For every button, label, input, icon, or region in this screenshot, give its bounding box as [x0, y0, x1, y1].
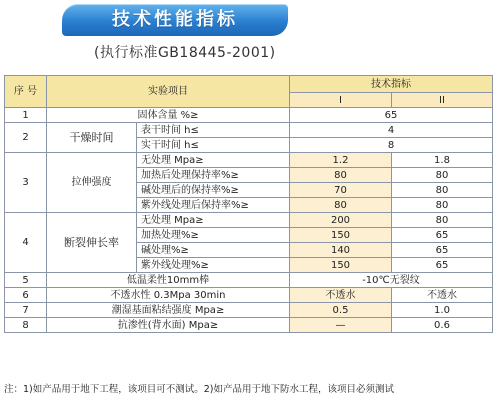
row-value-2: 80 [392, 198, 493, 213]
title-banner [62, 4, 288, 36]
row-value-2: 65 [392, 258, 493, 273]
row-no: 7 [5, 303, 47, 318]
header-grade-2: II [392, 93, 493, 108]
row-merged-value: 8 [290, 138, 493, 153]
table-row [5, 318, 493, 333]
row-item: 紫外线处理%≥ [137, 258, 290, 273]
row-value-1: 80 [290, 168, 392, 183]
row-item: 紫外线处理后保持率%≥ [137, 198, 290, 213]
row-no: 6 [5, 288, 47, 303]
row-no: 4 [5, 213, 47, 273]
row-value-1: 150 [290, 258, 392, 273]
row-value-1: 0.5 [290, 303, 392, 318]
footnote: 注：1)如产品用于地下工程，该项目可不测试。2)如产品用于地下防水工程，该项目必须测试 [4, 384, 395, 395]
table-header-row [5, 76, 493, 93]
standard-label: (执行标准GB18445-2001) [94, 45, 276, 61]
row-value-1: 1.2 [290, 153, 392, 168]
row-value-2: 1.8 [392, 153, 493, 168]
row-value-1: — [290, 318, 392, 333]
row-item: 不透水性 0.3Mpa 30min [47, 288, 290, 303]
header-spec: 技术指标 [290, 76, 493, 93]
row-value-1: 70 [290, 183, 392, 198]
row-item: 实干时间 h≤ [137, 138, 290, 153]
row-value-2: 1.0 [392, 303, 493, 318]
header-no: 序 号 [5, 76, 47, 108]
row-no: 1 [5, 108, 47, 123]
row-merged-value: 65 [290, 108, 493, 123]
row-no: 8 [5, 318, 47, 333]
row-item: 碱处理%≥ [137, 243, 290, 258]
row-value-1: 150 [290, 228, 392, 243]
table-row [5, 273, 493, 288]
table-row [5, 108, 493, 123]
row-value-2: 不透水 [392, 288, 493, 303]
row-item: 低温柔性10mm棒 [47, 273, 290, 288]
row-item: 无处理 Mpa≥ [137, 213, 290, 228]
page-title: 技术性能指标 [112, 9, 238, 30]
row-item: 表干时间 h≤ [137, 123, 290, 138]
spec-table [4, 75, 493, 333]
row-merged-value: -10℃无裂纹 [290, 273, 493, 288]
row-item: 加热后处理保持率%≥ [137, 168, 290, 183]
row-value-2: 80 [392, 168, 493, 183]
row-item: 加热处理%≥ [137, 228, 290, 243]
row-value-2: 80 [392, 183, 493, 198]
header-grade-1: I [290, 93, 392, 108]
table-row [5, 153, 493, 168]
row-item: 抗渗性(背水面) Mpa≥ [47, 318, 290, 333]
row-value-2: 80 [392, 213, 493, 228]
row-no: 2 [5, 123, 47, 153]
table-row [5, 288, 493, 303]
row-group: 断裂伸长率 [47, 213, 137, 273]
row-item: 潮湿基面粘结强度 Mpa≥ [47, 303, 290, 318]
row-value-1: 200 [290, 213, 392, 228]
row-no: 5 [5, 273, 47, 288]
row-value-2: 0.6 [392, 318, 493, 333]
row-merged-value: 4 [290, 123, 493, 138]
table-row [5, 123, 493, 138]
row-group: 干燥时间 [47, 123, 137, 153]
row-value-2: 65 [392, 228, 493, 243]
row-value-1: 不透水 [290, 288, 392, 303]
header-item: 实验项目 [47, 76, 290, 108]
row-item: 固体含量 %≥ [47, 108, 290, 123]
row-group: 拉伸强度 [47, 153, 137, 213]
table-row [5, 303, 493, 318]
row-item: 碱处理后的保持率%≥ [137, 183, 290, 198]
row-value-1: 140 [290, 243, 392, 258]
row-value-2: 65 [392, 243, 493, 258]
row-item: 无处理 Mpa≥ [137, 153, 290, 168]
row-no: 3 [5, 153, 47, 213]
table-row [5, 213, 493, 228]
row-value-1: 80 [290, 198, 392, 213]
